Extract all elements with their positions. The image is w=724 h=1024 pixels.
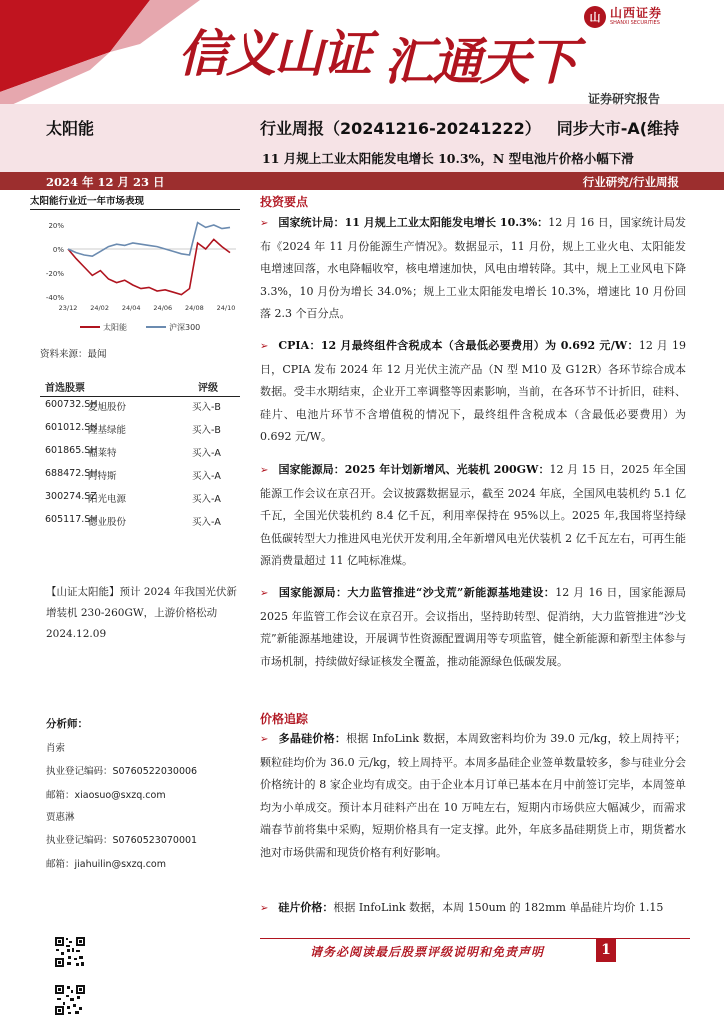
stock-row [40,468,240,486]
bullet-arrow-icon: ➢ [260,903,269,914]
stock-table-header [40,379,240,397]
stock-rating: 买入-A [192,471,221,482]
stock-code: 600732.SH [45,399,98,410]
stock-name: 阿特斯 [88,471,117,482]
analyst-label: 分析师： [46,718,88,730]
stock-rating: 买入-A [192,517,221,528]
bullet-arrow-icon: ➢ [260,341,269,352]
report-category: 行业研究/行业周报 [582,175,679,189]
bullet-arrow-icon: ➢ [260,734,269,745]
report-name: 行业周报（20241216-20241222） [260,119,541,138]
para-heading: 国家能源局：大力监管推进“沙戈荒”新能源基地建设： [278,586,556,599]
disclaimer[interactable]: 请务必阅读最后股票评级说明和免责声明 [310,945,545,959]
x-tick-label: 24/02 [90,304,109,312]
para-heading: CPIA：12 月最终组件含税成本（含最低必要费用）为 0.692 元/W： [278,339,639,352]
stock-name: 阳光电源 [88,494,127,505]
stock-code: 601012.SH [45,422,98,433]
stock-code: 688472.SH [45,468,98,479]
report-title [260,116,679,139]
x-tick-label: 24/06 [153,304,173,312]
stock-code: 605117.SH [45,514,98,525]
analyst-line: 贾惠淋 [46,812,75,823]
analyst-line: 执业登记编码：S0760523070001 [46,835,198,846]
industry-rating: 同步大市-A(维持 [556,119,680,138]
para-body: 12 月 16 日，国家能源局 2025 年监管工作会议在京召开。会议指出，坚持助转型、促消纳，大力监管推进“沙戈荒”新能源基地建设，开展调节性资源配置调用等专项监管，健全新能源和新型主体参与市场机制，持续做好绿证核发全覆盖，推动能源绿色低碳发展。 [260,586,686,668]
para-heading: 多晶硅价格： [278,732,347,745]
y-tick-label: -40% [45,294,64,302]
paragraph-nbs [260,212,686,326]
section-price-title: 价格追踪 [260,712,309,726]
x-tick-label: 23/12 [58,304,78,312]
chart-title: 太阳能行业近一年市场表现 [30,193,240,210]
series-line-csi300 [68,223,230,257]
stock-rating: 买入-B [192,402,221,413]
para-heading: 硅片价格： [278,901,334,914]
analyst-line: 执业登记编码：S0760522030006 [46,766,198,777]
analyst-line: 邮箱：xiaosuo@sxzq.com [46,790,166,801]
stock-row [40,491,240,509]
footer-divider [260,938,690,939]
stock-rating: 买入-A [192,494,221,505]
paragraph-cpia [260,335,686,449]
para-body: 根据 InfoLink 数据，本周致密料均价为 39.0 元/kg，较上周持平；颗粒硅均价为 36.0 元/kg，较上周持平。本周多晶硅企业签单数量较多，参与硅业分会价格统计的 8 家企业均有成交。由于企业本月订单已基本在月中前签订完毕，本周签单均为小单成交。预计本月硅料产出在 10 万吨左右，短期内市场供应大幅减少，而需求端春节前将集中采购，短期价格具有一定支撑。此外，年底多晶硅期货上市，期货蓄水池对市场供需和现货价格有利好影响。 [260,732,687,859]
analyst-line: 肖索 [46,743,66,754]
y-tick-label: -20% [45,270,64,278]
bullet-arrow-icon: ➢ [260,218,269,229]
bullet-arrow-icon: ➢ [260,465,269,476]
logo-icon: 山 [584,6,606,28]
para-body: 根据 InfoLink 数据，本周 150um 的 182mm 单晶硅片均价 1.15 [333,901,664,914]
stock-name: 德业股份 [88,517,127,528]
brand-logo [584,6,662,28]
logo-cn: 山西证券 [610,6,663,20]
para-body: 12 月 16 日，国家统计局发布《2024 年 11 月份能源生产情况》。数据显示，11 月份，规上工业火电、太阳能发电增速回落，水电降幅收窄，核电增速加快，风电由增转降。其中，规上工业风电下降 3.3%，10 月份为增长 34.0%；规上工业太阳能发电增长 10.3%，增速比 10 月份回落 2.3 个百分点。 [260,216,686,320]
y-tick-label: 20% [48,222,64,230]
stock-row [40,399,240,417]
legend-label-solar: 太阳能 [103,323,127,332]
x-tick-label: 24/08 [185,304,204,312]
stock-rating: 买入-A [192,448,221,459]
related-report[interactable]: 【山证太阳能】预计 2024 年我国光伏新增装机 230-260GW，上游价格松动 2024.12.09 [46,586,237,640]
stock-name: 福莱特 [88,448,117,459]
qr-code-icon[interactable] [54,936,86,968]
stock-code: 601865.SH [45,445,98,456]
qr-code-icon[interactable] [54,984,86,1016]
header-stock: 首选股票 [45,383,85,394]
para-heading: 国家统计局：11 月规上工业太阳能发电增长 10.3%： [278,216,549,229]
report-type: 证券研究报告 [588,92,661,106]
industry-name: 太阳能 [46,119,95,138]
paragraph-nea-plan [260,459,686,573]
paragraph-nea-supervision [260,582,686,673]
analyst-line: 邮箱：jiahuilin@sxzq.com [46,859,166,870]
stock-code: 300274.SZ [45,491,97,502]
stock-row [40,445,240,463]
bullet-arrow-icon: ➢ [260,588,269,599]
header-rating: 评级 [198,383,218,394]
legend-label-csi300: 沪深300 [169,323,201,332]
para-body: 12 月 15 日，2025 年全国能源工作会议在京召开。会议披露数据显示，截至 2024 年底，全国风电装机约 5.1 亿千瓦，全国光伏装机约 8.4 亿千瓦，利用率保持在 95%以上。2025 年,我国将坚持绿色低碳转型大力推进风电光伏开发利用,全年新增风电光伏装机 2 亿千瓦左右，可再生能源消费量超过 11 亿吨标准煤。 [260,463,686,567]
logo-en: SHANXI SECURITIES [610,20,660,26]
report-subtitle: 11 月规上工业太阳能发电增长 10.3%，N 型电池片价格小幅下滑 [262,151,634,166]
paragraph-wafer [260,897,686,921]
series-line-solar [68,239,230,294]
stock-rating: 买入-B [192,425,221,436]
para-body: 12 月 19 日，CPIA 发布 2024 年 12 月光伏主流产品（N 型 M10 及 G12R）各环节综合成本数据。受丰水期结束，企业开工率调整等因素影响，当前，在各环节不计折旧，硅料、硅片、电池片环节不含增值税的情况下，最终组件含税成本（含最低必要费用）为 0.692 元/W。 [260,339,686,443]
section-invest-title: 投资要点 [260,195,309,209]
para-heading: 国家能源局：2025 年计划新增风、光装机 200GW： [278,463,550,476]
stock-row [40,422,240,440]
stock-row [40,514,240,532]
slogan-part1: 信义山证 [178,24,370,83]
slogan-part2: 汇通天下 [384,32,576,91]
x-tick-label: 24/10 [216,304,236,312]
y-tick-label: 0% [52,246,64,254]
x-tick-label: 24/04 [121,304,141,312]
market-performance-chart [36,215,236,340]
header-banner [0,0,724,110]
stock-name: 爱旭股份 [88,402,127,413]
page-number: 1 [596,938,616,962]
chart-source: 资料来源：最闻 [40,349,107,360]
report-date: 2024 年 12 月 23 日 [46,175,165,189]
paragraph-polysilicon [260,728,686,864]
stock-name: 隆基绿能 [88,425,127,436]
